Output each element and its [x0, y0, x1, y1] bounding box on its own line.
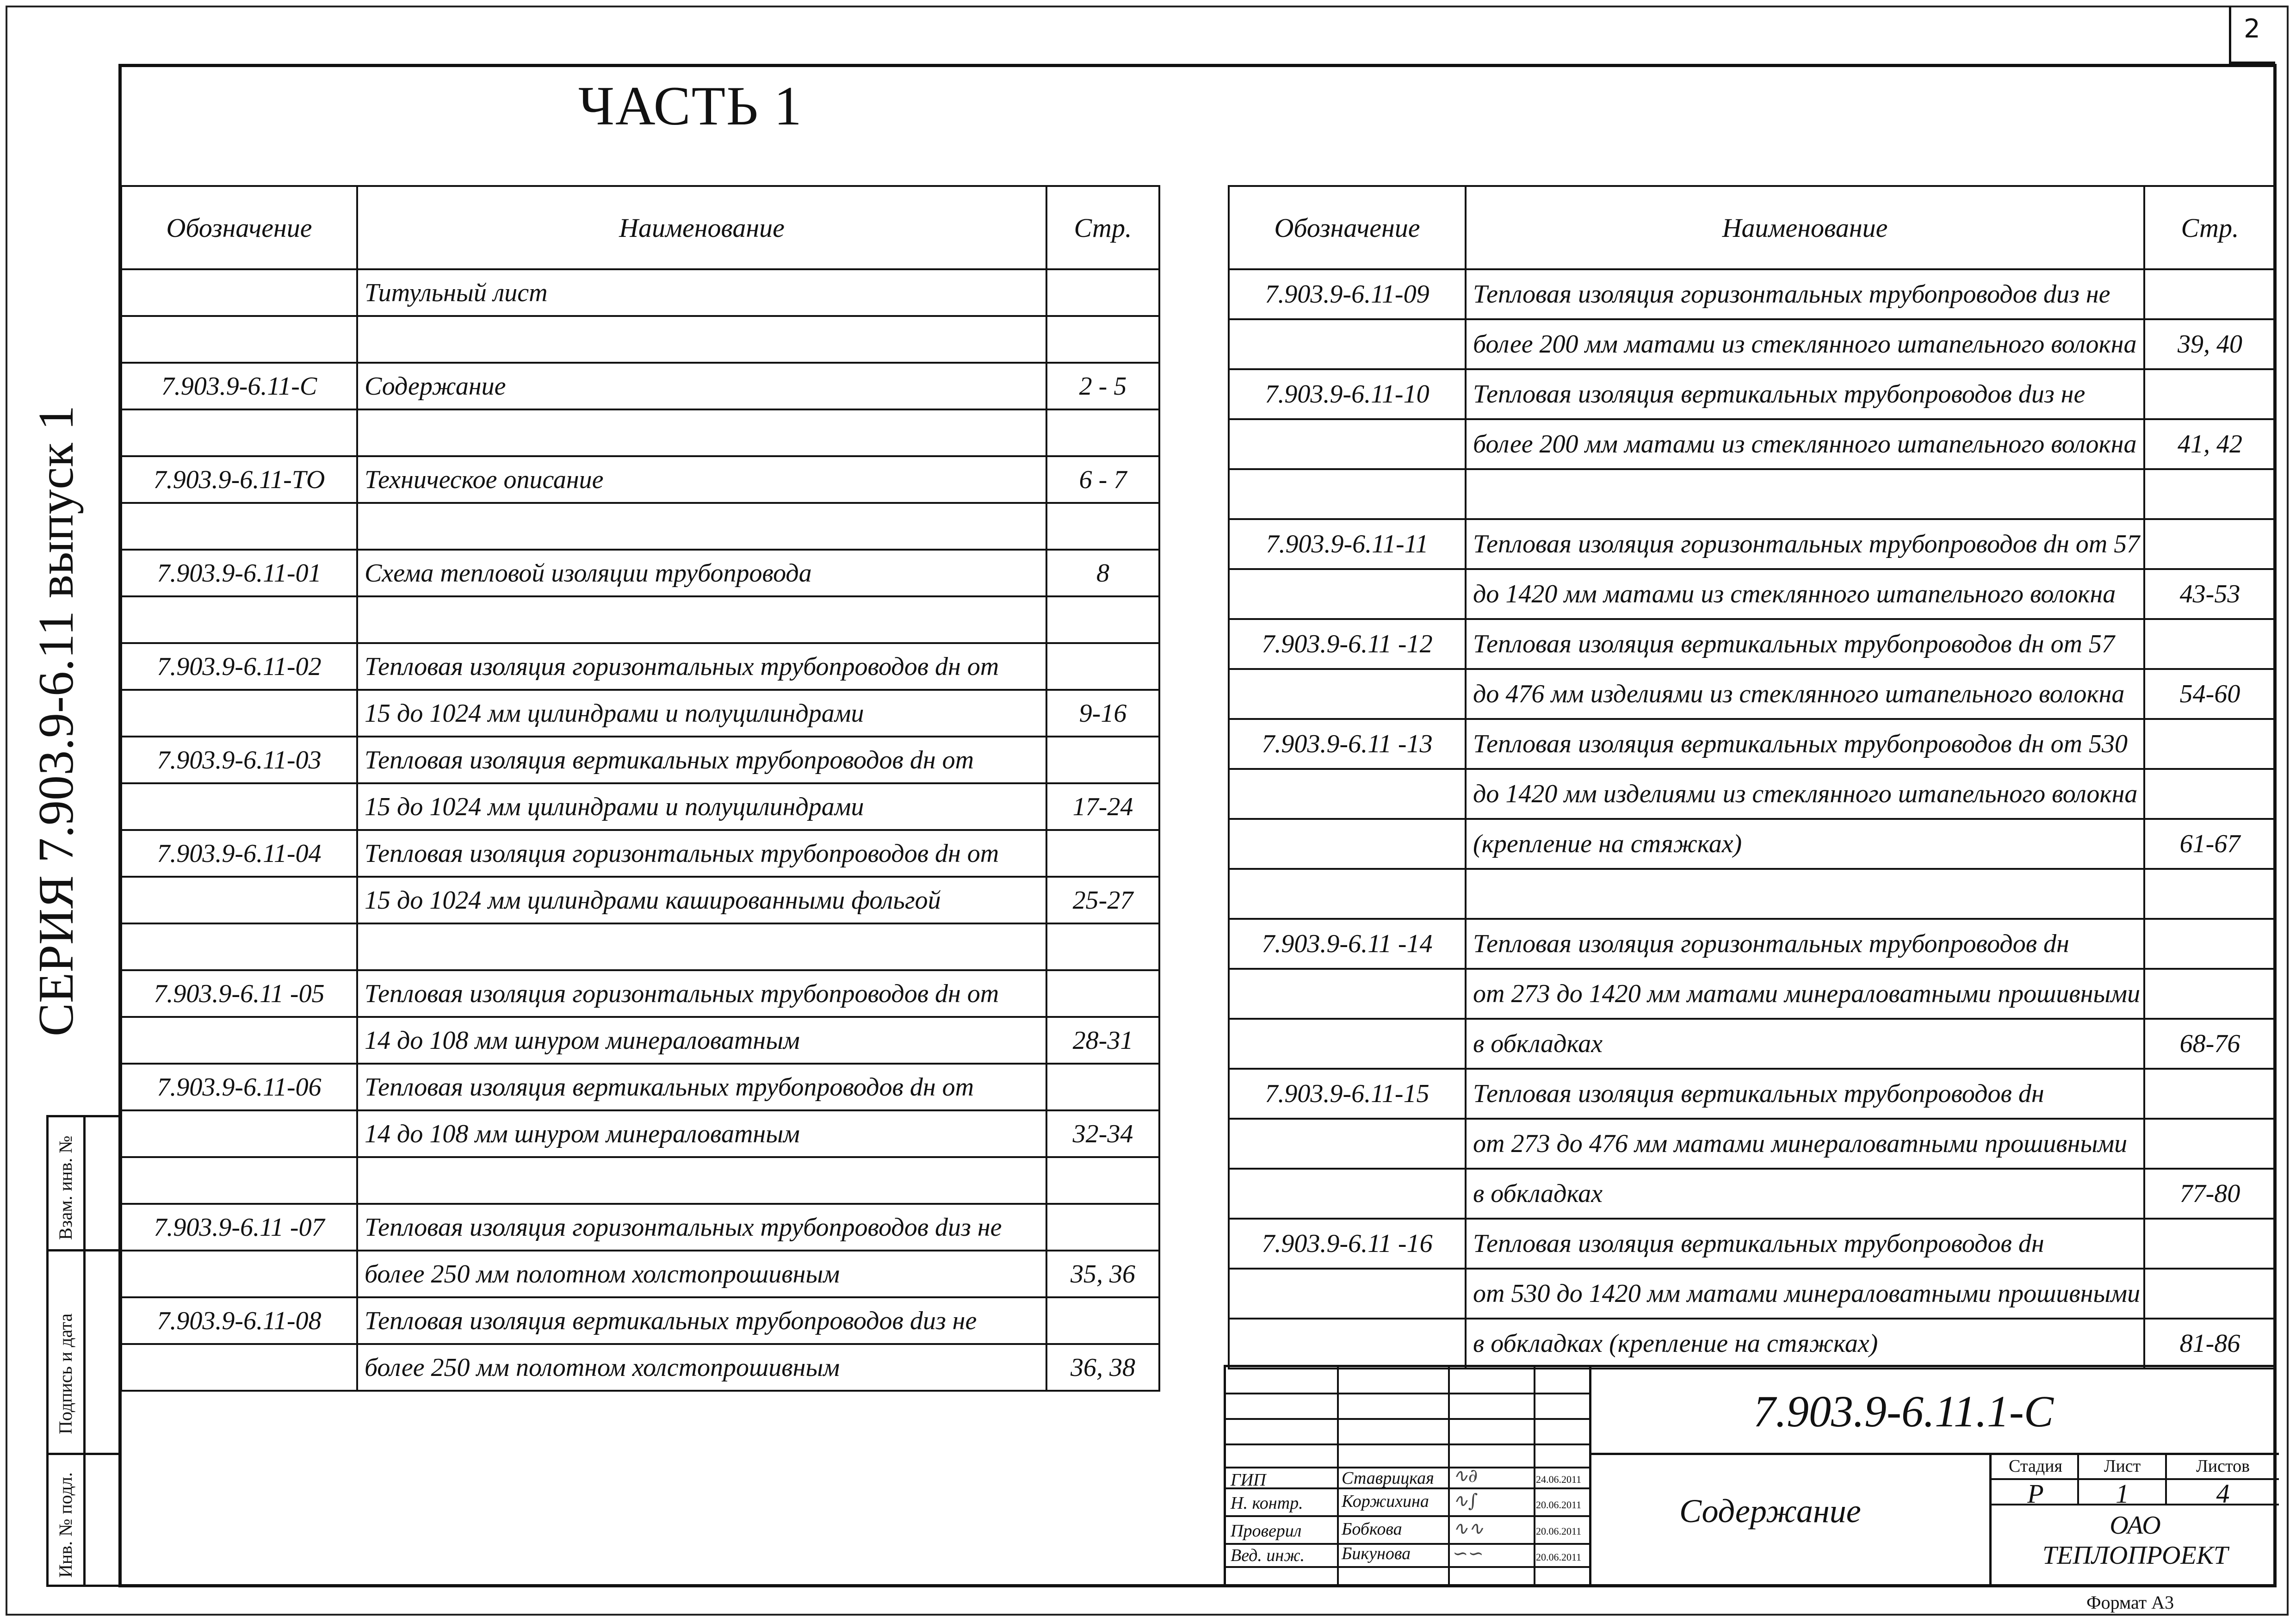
- stage-value: Р: [2027, 1479, 2044, 1509]
- row-name: более 250 мм полотном холстопрошивным: [357, 1251, 1046, 1297]
- table-row: [1229, 969, 2276, 1019]
- row-page: 17-24: [1046, 783, 1159, 830]
- row-code: [121, 1344, 357, 1391]
- row-name: [357, 316, 1046, 363]
- header-page: Стр.: [1046, 186, 1159, 269]
- sheet-label: Лист: [2104, 1456, 2141, 1476]
- row-page: [1046, 1157, 1159, 1204]
- row-page: [2144, 769, 2276, 819]
- row-name: Тепловая изоляция вертикальных трубопроводов dн от: [357, 737, 1046, 783]
- row-name: Содержание: [357, 363, 1046, 409]
- row-code: 7.903.9-6.11 -16: [1229, 1219, 1466, 1269]
- sheets-label: Листов: [2196, 1456, 2250, 1476]
- organization-line1: ОАО: [2110, 1511, 2161, 1540]
- row-code: 7.903.9-6.11-10: [1229, 369, 1466, 419]
- date-lead-engineer: 20.06.2011: [1536, 1551, 1582, 1563]
- table-row: [121, 1110, 1159, 1157]
- table-row: [121, 737, 1159, 783]
- row-code: [121, 783, 357, 830]
- role-norm-control: Н. контр.: [1231, 1493, 1303, 1513]
- row-name: до 1420 мм матами из стеклянного штапельного волокна: [1466, 569, 2144, 619]
- table-row: [121, 1204, 1159, 1251]
- row-page: 61-67: [2144, 819, 2276, 869]
- row-name: в обкладках (крепление на стяжках): [1466, 1319, 2144, 1369]
- row-page: 35, 36: [1046, 1251, 1159, 1297]
- series-side-title: СЕРИЯ 7.903.9-6.11 выпуск 1: [29, 405, 84, 1036]
- table-row: [1229, 869, 2276, 919]
- row-name: Схема тепловой изоляции трубопровода: [357, 550, 1046, 596]
- row-page: [2144, 1219, 2276, 1269]
- row-code: [121, 1110, 357, 1157]
- row-name: [1466, 469, 2144, 519]
- table-row: [121, 363, 1159, 409]
- side-stamp-label-inventory: Инв. № подл.: [55, 1472, 76, 1578]
- stage-label: Стадия: [2009, 1456, 2062, 1476]
- row-code: 7.903.9-6.11-ТО: [121, 456, 357, 503]
- row-code: 7.903.9-6.11-С: [121, 363, 357, 409]
- row-code: [1229, 319, 1466, 369]
- row-name: в обкладках: [1466, 1169, 2144, 1219]
- row-name: Тепловая изоляция горизонтальных трубопроводов dн от: [357, 643, 1046, 690]
- row-page: 32-34: [1046, 1110, 1159, 1157]
- row-name: в обкладках: [1466, 1019, 2144, 1069]
- table-row: [1229, 1169, 2276, 1219]
- name-norm-control: Коржихина: [1342, 1492, 1429, 1511]
- row-page: 28-31: [1046, 1017, 1159, 1064]
- signature-gip: ∿∂: [1453, 1465, 1478, 1487]
- row-code: [1229, 1119, 1466, 1169]
- table-row: [1229, 719, 2276, 769]
- row-name: Тепловая изоляция горизонтальных трубопроводов dиз не: [357, 1204, 1046, 1251]
- side-stamp-label-signature: Подпись и дата: [55, 1313, 76, 1434]
- row-name: Тепловая изоляция вертикальных трубопроводов dн: [1466, 1219, 2144, 1269]
- table-row: [1229, 1319, 2276, 1369]
- table-header-row: [121, 186, 1159, 269]
- row-name: [357, 1157, 1046, 1204]
- row-name: Тепловая изоляция вертикальных трубопроводов dн от 57: [1466, 619, 2144, 669]
- row-name: Техническое описание: [357, 456, 1046, 503]
- row-name: 15 до 1024 мм цилиндрами и полуцилиндрами: [357, 690, 1046, 737]
- grid-vline: [1448, 1367, 1450, 1587]
- table-row: [121, 690, 1159, 737]
- row-name: Тепловая изоляция горизонтальных трубопроводов dн от: [357, 830, 1046, 877]
- table-row: [121, 970, 1159, 1017]
- date-gip: 24.06.2011: [1536, 1474, 1582, 1485]
- row-name: Тепловая изоляция вертикальных трубопроводов dн: [1466, 1069, 2144, 1119]
- row-name: от 530 до 1420 мм матами минераловатными прошивными: [1466, 1269, 2144, 1319]
- row-code: [1229, 819, 1466, 869]
- row-code: 7.903.9-6.11-03: [121, 737, 357, 783]
- row-page: [2144, 369, 2276, 419]
- row-name: [357, 409, 1046, 456]
- grid-hline: [1226, 1393, 1589, 1394]
- row-code: 7.903.9-6.11-15: [1229, 1069, 1466, 1119]
- table-row: [121, 316, 1159, 363]
- table-row: [121, 456, 1159, 503]
- row-page: 2 - 5: [1046, 363, 1159, 409]
- table-row: [121, 1297, 1159, 1344]
- row-code: [1229, 1169, 1466, 1219]
- row-page: [1046, 923, 1159, 970]
- row-page: 8: [1046, 550, 1159, 596]
- table-row: [121, 1064, 1159, 1110]
- row-code: [1229, 569, 1466, 619]
- table-row: [1229, 369, 2276, 419]
- row-code: 7.903.9-6.11-04: [121, 830, 357, 877]
- row-code: 7.903.9-6.11 -07: [121, 1204, 357, 1251]
- row-name: Тепловая изоляция вертикальных трубопроводов dиз не: [1466, 369, 2144, 419]
- header-code: Обозначение: [121, 186, 357, 269]
- row-page: [1046, 503, 1159, 550]
- row-code: [121, 1251, 357, 1297]
- contents-table-left: [120, 185, 1160, 1392]
- part-title: ЧАСТЬ 1: [578, 75, 803, 136]
- row-name: Тепловая изоляция горизонтальных трубопроводов dн: [1466, 919, 2144, 969]
- row-name: более 200 мм матами из стеклянного штапельного волокна: [1466, 319, 2144, 369]
- side-stamp-divider: [83, 1115, 86, 1587]
- role-lead-engineer: Вед. инж.: [1231, 1546, 1305, 1565]
- table-row: [121, 1157, 1159, 1204]
- row-code: 7.903.9-6.11-08: [121, 1297, 357, 1344]
- table-row: [1229, 519, 2276, 569]
- row-page: 54-60: [2144, 669, 2276, 719]
- row-code: [1229, 869, 1466, 919]
- row-name: от 273 до 476 мм матами минераловатными прошивными: [1466, 1119, 2144, 1169]
- name-checked: Бобкова: [1342, 1519, 1402, 1539]
- row-code: 7.903.9-6.11-09: [1229, 269, 1466, 319]
- stage-vline: [2165, 1455, 2167, 1504]
- row-code: [1229, 1269, 1466, 1319]
- sheets-value: 4: [2216, 1479, 2230, 1509]
- grid-hline: [1226, 1515, 1589, 1517]
- row-code: [1229, 769, 1466, 819]
- table-row: [1229, 1019, 2276, 1069]
- row-page: [1046, 970, 1159, 1017]
- row-code: 7.903.9-6.11 -05: [121, 970, 357, 1017]
- grid-hline: [1226, 1443, 1589, 1445]
- date-checked: 20.06.2011: [1536, 1525, 1582, 1537]
- row-name: от 273 до 1420 мм матами минераловатными прошивными: [1466, 969, 2144, 1019]
- side-stamp-row-line: [46, 1249, 122, 1251]
- table-row: [1229, 669, 2276, 719]
- row-page: 68-76: [2144, 1019, 2276, 1069]
- row-page: [2144, 1069, 2276, 1119]
- row-code: 7.903.9-6.11 -13: [1229, 719, 1466, 769]
- row-page: [2144, 519, 2276, 569]
- name-gip: Ставрицкая: [1342, 1468, 1434, 1488]
- row-code: [1229, 469, 1466, 519]
- table-row: [1229, 619, 2276, 669]
- row-code: [121, 1157, 357, 1204]
- header-code: Обозначение: [1229, 186, 1466, 269]
- row-code: [121, 316, 357, 363]
- row-page: 41, 42: [2144, 419, 2276, 469]
- row-page: 6 - 7: [1046, 456, 1159, 503]
- row-code: [1229, 1019, 1466, 1069]
- row-page: 43-53: [2144, 569, 2276, 619]
- title-block-divider: [1589, 1367, 1591, 1587]
- row-page: [1046, 1064, 1159, 1110]
- row-code: 7.903.9-6.11 -14: [1229, 919, 1466, 969]
- table-row: [1229, 1219, 2276, 1269]
- table-row: [1229, 569, 2276, 619]
- date-norm-control: 20.06.2011: [1536, 1499, 1582, 1511]
- row-code: [121, 269, 357, 316]
- row-code: 7.903.9-6.11-02: [121, 643, 357, 690]
- row-page: 39, 40: [2144, 319, 2276, 369]
- row-name: [357, 596, 1046, 643]
- row-name: до 476 мм изделиями из стеклянного штапельного волокна: [1466, 669, 2144, 719]
- role-checked: Проверил: [1231, 1521, 1302, 1541]
- row-code: [121, 923, 357, 970]
- row-code: [121, 409, 357, 456]
- document-code: 7.903.9-6.11.1-С: [1753, 1387, 2054, 1436]
- name-lead-engineer: Бикунова: [1342, 1544, 1411, 1563]
- row-page: [1046, 737, 1159, 783]
- table-row: [121, 643, 1159, 690]
- row-page: [2144, 1269, 2276, 1319]
- row-page: [2144, 969, 2276, 1019]
- table-row: [1229, 819, 2276, 869]
- header-name: Наименование: [1466, 186, 2144, 269]
- row-name: (крепление на стяжках): [1466, 819, 2144, 869]
- row-page: [1046, 269, 1159, 316]
- row-code: [121, 503, 357, 550]
- row-code: 7.903.9-6.11-11: [1229, 519, 1466, 569]
- row-code: 7.903.9-6.11-01: [121, 550, 357, 596]
- grid-hline: [1226, 1566, 1589, 1568]
- row-name: Тепловая изоляция вертикальных трубопроводов dн от: [357, 1064, 1046, 1110]
- table-row: [1229, 919, 2276, 969]
- header-name: Наименование: [357, 186, 1046, 269]
- table-row: [1229, 469, 2276, 519]
- row-name: Тепловая изоляция горизонтальных трубопроводов dн от 57: [1466, 519, 2144, 569]
- row-page: [1046, 596, 1159, 643]
- table-row: [121, 923, 1159, 970]
- row-page: [2144, 269, 2276, 319]
- row-name: Тепловая изоляция горизонтальных трубопроводов dиз не: [1466, 269, 2144, 319]
- row-page: [2144, 1119, 2276, 1169]
- table-row: [121, 830, 1159, 877]
- row-code: 7.903.9-6.11-06: [121, 1064, 357, 1110]
- table-row: [121, 550, 1159, 596]
- row-page: [2144, 719, 2276, 769]
- sheet-number: 2: [2244, 14, 2260, 44]
- row-code: [121, 690, 357, 737]
- table-row: [1229, 1119, 2276, 1169]
- row-name: 15 до 1024 мм цилиндрами кашированными фольгой: [357, 877, 1046, 923]
- contents-table-right: [1228, 185, 2277, 1369]
- table-row: [121, 1251, 1159, 1297]
- table-row: [1229, 1069, 2276, 1119]
- table-row: [1229, 769, 2276, 819]
- row-name: 14 до 108 мм шнуром минераловатным: [357, 1017, 1046, 1064]
- grid-hline: [1226, 1418, 1589, 1420]
- row-page: [1046, 316, 1159, 363]
- row-code: [121, 1017, 357, 1064]
- row-page: [2144, 469, 2276, 519]
- row-code: [1229, 969, 1466, 1019]
- row-page: 25-27: [1046, 877, 1159, 923]
- row-name: Тепловая изоляция вертикальных трубопроводов dн от 530: [1466, 719, 2144, 769]
- side-stamp-row-line: [46, 1453, 122, 1455]
- table-row: [121, 1344, 1159, 1391]
- table-row: [121, 1017, 1159, 1064]
- row-page: [1046, 1297, 1159, 1344]
- table-row: [1229, 319, 2276, 369]
- row-page: [1046, 1204, 1159, 1251]
- row-code: [121, 877, 357, 923]
- table-row: [121, 409, 1159, 456]
- table-row: [121, 596, 1159, 643]
- signature-lead-engineer: ∽∽: [1453, 1543, 1484, 1564]
- organization-line2: ТЕПЛОПРОЕКТ: [2042, 1541, 2228, 1570]
- row-page: 9-16: [1046, 690, 1159, 737]
- row-name: [357, 503, 1046, 550]
- signature-norm-control: ∿∫: [1453, 1490, 1478, 1511]
- table-row: [121, 503, 1159, 550]
- grid-vline: [1534, 1367, 1535, 1587]
- row-name: Тепловая изоляция горизонтальных трубопроводов dн от: [357, 970, 1046, 1017]
- table-row: [1229, 419, 2276, 469]
- row-name: более 250 мм полотном холстопрошивным: [357, 1344, 1046, 1391]
- row-page: [1046, 409, 1159, 456]
- row-name: 14 до 108 мм шнуром минераловатным: [357, 1110, 1046, 1157]
- row-page: [2144, 619, 2276, 669]
- title-hline: [1589, 1453, 2279, 1455]
- document-title: Содержание: [1679, 1493, 1861, 1530]
- row-name: более 200 мм матами из стеклянного штапельного волокна: [1466, 419, 2144, 469]
- format-label: Формат А3: [2086, 1592, 2174, 1613]
- row-name: [357, 923, 1046, 970]
- row-page: [2144, 919, 2276, 969]
- row-page: [1046, 643, 1159, 690]
- row-page: 81-86: [2144, 1319, 2276, 1369]
- title-block: [1224, 1365, 2277, 1587]
- row-page: [1046, 830, 1159, 877]
- table-row: [121, 269, 1159, 316]
- row-name: [1466, 869, 2144, 919]
- row-page: 36, 38: [1046, 1344, 1159, 1391]
- table-header-row: [1229, 186, 2276, 269]
- table-row: [121, 877, 1159, 923]
- table-row: [121, 783, 1159, 830]
- row-code: [1229, 669, 1466, 719]
- row-code: [1229, 1319, 1466, 1369]
- row-name: Тепловая изоляция вертикальных трубопроводов dиз не: [357, 1297, 1046, 1344]
- table-row: [1229, 1269, 2276, 1319]
- row-code: 7.903.9-6.11 -12: [1229, 619, 1466, 669]
- row-code: [1229, 419, 1466, 469]
- sheet-value: 1: [2116, 1479, 2129, 1509]
- row-name: до 1420 мм изделиями из стеклянного штапельного волокна: [1466, 769, 2144, 819]
- role-gip: ГИП: [1231, 1470, 1266, 1490]
- row-name: 15 до 1024 мм цилиндрами и полуцилиндрами: [357, 783, 1046, 830]
- row-code: [121, 596, 357, 643]
- stage-vline: [2077, 1455, 2079, 1504]
- row-name: Титульный лист: [357, 269, 1046, 316]
- side-stamp-label-replace: Взам. инв. №: [55, 1135, 76, 1240]
- header-page: Стр.: [2144, 186, 2276, 269]
- row-page: [2144, 869, 2276, 919]
- grid-vline: [1337, 1367, 1339, 1587]
- signature-checked: ∿∿: [1453, 1518, 1484, 1539]
- table-row: [1229, 269, 2276, 319]
- row-page: 77-80: [2144, 1169, 2276, 1219]
